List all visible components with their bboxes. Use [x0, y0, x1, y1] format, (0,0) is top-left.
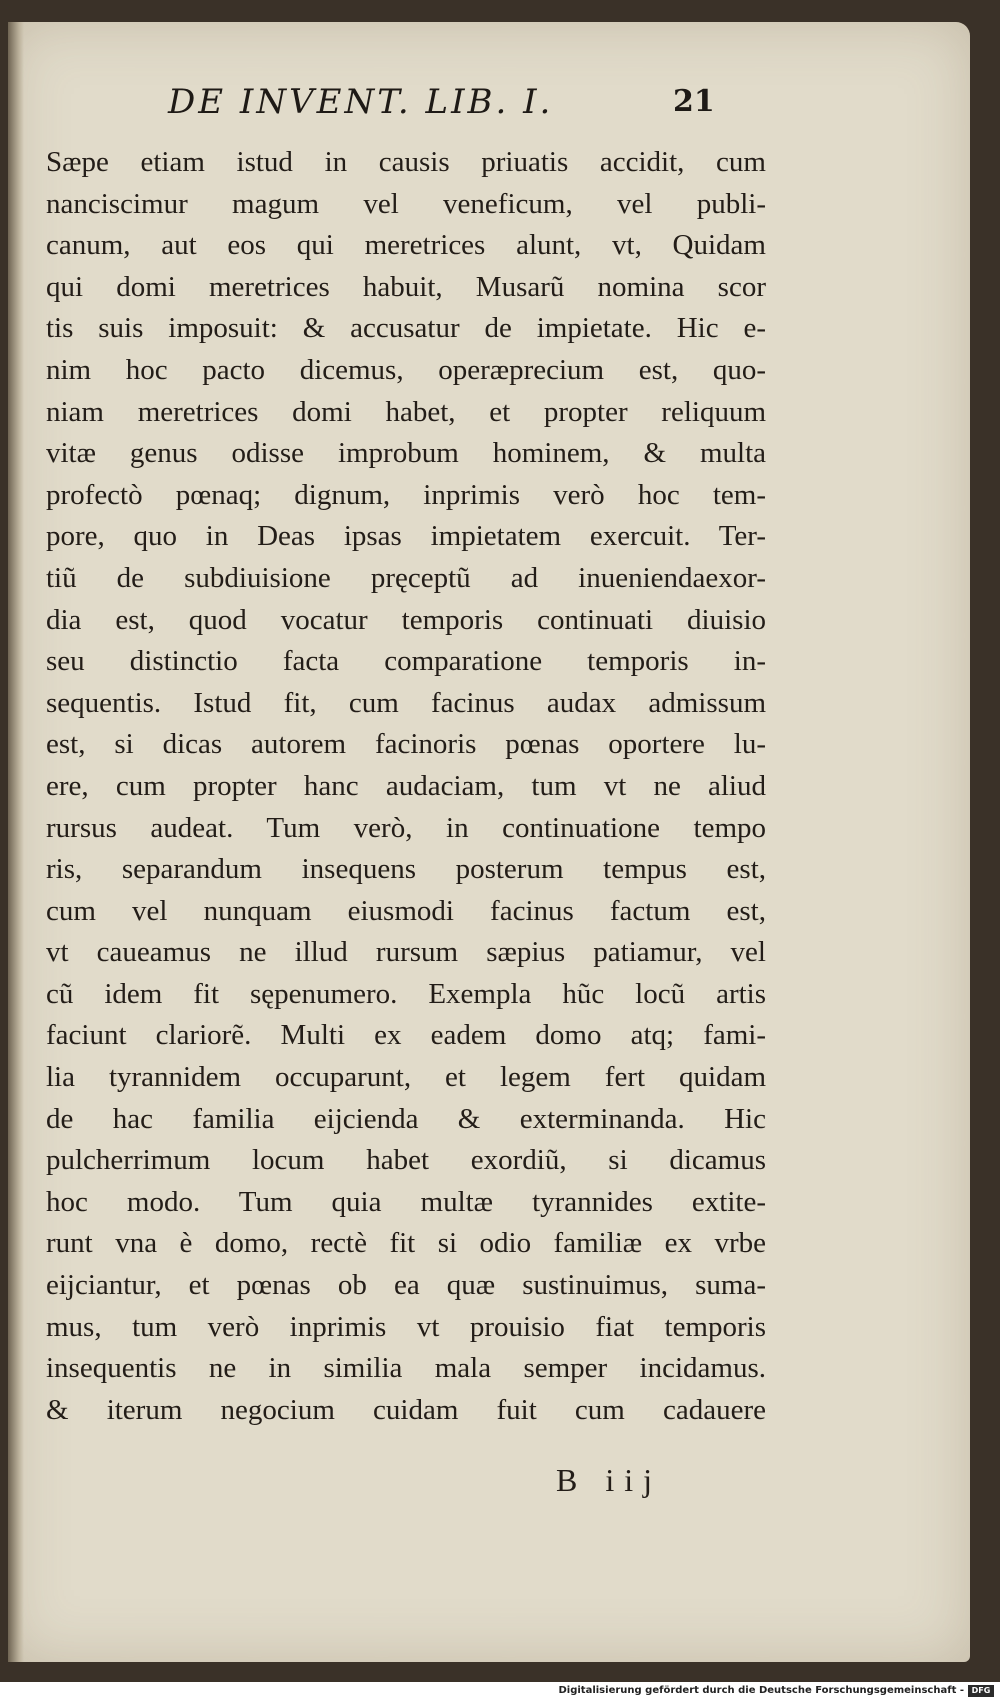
- page-gutter-shadow: [8, 22, 24, 1662]
- text-line: seu distinctio facta comparatione temporis in-: [46, 645, 766, 678]
- text-line: ere, cum propter hanc audaciam, tum vt ne aliud: [46, 769, 766, 802]
- book-page: [8, 22, 970, 1662]
- text-line: vitæ genus odisse improbum hominem, & multa: [46, 437, 766, 470]
- digitization-credit: Digitalisierung gefördert durch die Deutsche Forschungsgemeinschaft -: [558, 1685, 964, 1696]
- text-line: eijciantur, et pœnas ob ea quæ sustinuimus, suma-: [46, 1269, 766, 1302]
- text-line: ris, separandum insequens posterum tempus est,: [46, 853, 766, 886]
- text-line: vt caueamus ne illud rursum sæpius patiamur, vel: [46, 936, 766, 969]
- text-line: lia tyrannidem occuparunt, et legem fert quidam: [46, 1061, 766, 1094]
- text-line: mus, tum verò inprimis vt prouisio fiat temporis: [46, 1310, 766, 1343]
- text-line: cũ idem fit sępenumero. Exempla hũc locũ artis: [46, 977, 766, 1010]
- text-line: insequentis ne in similia mala semper incidamus.: [46, 1352, 766, 1385]
- text-line: Sæpe etiam istud in causis priuatis accidit, cum: [46, 146, 766, 178]
- text-line: nim hoc pacto dicemus, operæprecium est, quo-: [46, 353, 766, 386]
- text-line: tis suis imposuit: & accusatur de impietate. Hic e-: [46, 312, 766, 345]
- text-line: dia est, quod vocatur temporis continuati diuisio: [46, 603, 766, 636]
- text-line: profectò pœnaq; dignum, inprimis verò hoc tem-: [46, 478, 766, 511]
- text-line: & iterum negocium cuidam fuit cum cadauere: [46, 1393, 766, 1426]
- text-line: runt vna è domo, rectè fit si odio familiæ ex vrbe: [46, 1227, 766, 1260]
- text-line: de hac familia eijcienda & exterminanda. Hic: [46, 1102, 766, 1135]
- text-line: canum, aut eos qui meretrices alunt, vt, Quidam: [46, 229, 766, 262]
- text-line: tiũ de subdiuisione pręceptũ ad inueniendaexor-: [46, 561, 766, 594]
- body-text: [46, 142, 766, 1431]
- text-line: qui domi meretrices habuit, Musarũ nomina scor: [46, 270, 766, 303]
- text-line: niam meretrices domi habet, et propter reliquum: [46, 395, 766, 428]
- text-line: faciunt clariorẽ. Multi ex eadem domo atq; fami-: [46, 1019, 766, 1052]
- page-number: 21: [673, 84, 715, 119]
- running-head: DE INVENT. LIB. I.: [168, 82, 554, 122]
- text-line: hoc modo. Tum quia multæ tyrannides extite-: [46, 1185, 766, 1218]
- text-line: est, si dicas autorem facinoris pœnas oportere lu-: [46, 728, 766, 761]
- dfg-logo: DFG: [968, 1685, 994, 1697]
- signature-mark: B iij: [556, 1462, 663, 1498]
- text-line: cum vel nunquam eiusmodi facinus factum est,: [46, 894, 766, 927]
- text-line: pulcherrimum locum habet exordiũ, si dicamus: [46, 1144, 766, 1177]
- text-line: pore, quo in Deas ipsas impietatem exercuit. Ter-: [46, 520, 766, 553]
- text-line: sequentis. Istud fit, cum facinus audax admissum: [46, 686, 766, 719]
- text-line: rursus audeat. Tum verò, in continuatione tempo: [46, 811, 766, 844]
- text-line: nanciscimur magum vel veneficum, vel publi-: [46, 187, 766, 220]
